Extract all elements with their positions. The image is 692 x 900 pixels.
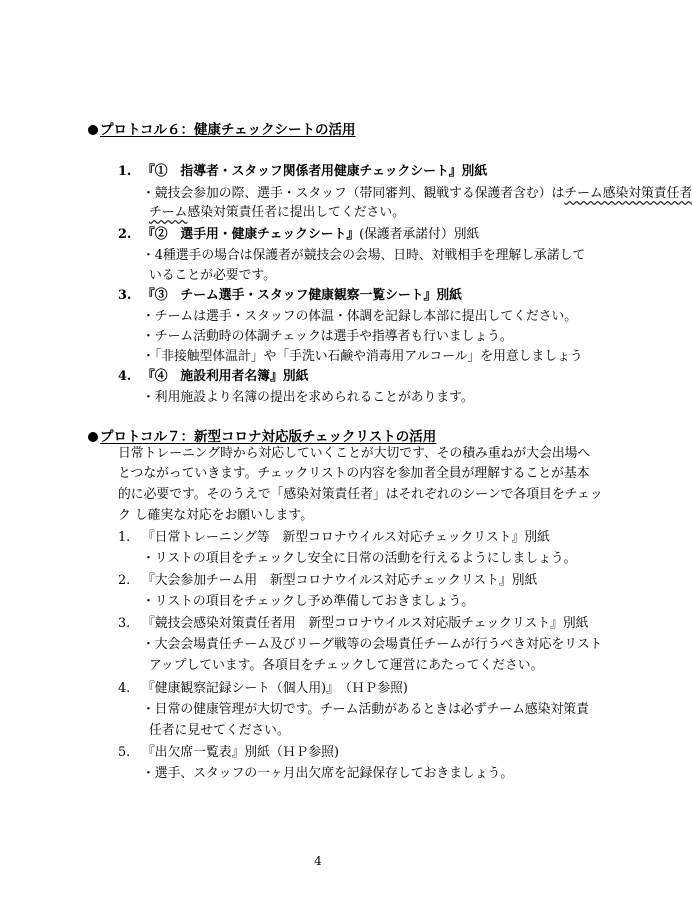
section-7-heading-text: プロトコル７：新型コロナ対応版チェックリストの活用 bbox=[100, 429, 437, 445]
s7-intro-line: 日常トレーニング時から対応していくことが大切です、その積み重ねが大会出場へ bbox=[118, 446, 591, 461]
s7-intro-line: とつながっていきます。チェックリストの内容を参加者全員が理解することが基本 bbox=[118, 466, 590, 481]
s7-item-2-note: ・リストの項目をチェックし予め準備しておきましょう。 bbox=[142, 594, 475, 609]
bullet-icon bbox=[88, 125, 98, 135]
s6-item-2-note: いることが必要です。 bbox=[149, 268, 276, 283]
s6-item-4-note: ・利用施設より名簿の提出を求められることがあります。 bbox=[142, 390, 474, 405]
page-number: 4 bbox=[314, 854, 322, 868]
section-6-heading bbox=[88, 118, 356, 138]
s7-item-4-note: 任者に見せてください。 bbox=[149, 723, 290, 738]
s6-item-1-note: ・競技会参加の際、選手・スタッフ（帯同審判、観戦する保護者含む）はチーム感染対策責任者 bbox=[142, 186, 692, 201]
s7-item-3-title: 3. 『競技会感染対策責任者用 新型コロナウイルス対応版チェックリスト』別紙 bbox=[118, 616, 589, 631]
s7-item-2-title: 2. 『大会参加チーム用 新型コロナウイルス対応チェックリスト』別紙 bbox=[118, 573, 538, 588]
bullet-icon bbox=[88, 432, 98, 442]
s7-item-5-title: 5. 『出欠席一覧表』別紙（ＨＰ参照) bbox=[118, 745, 339, 760]
s7-item-3-note: ・大会会場責任チーム及びリーグ戦等の会場責任チームが行うべき対応をリスト bbox=[142, 637, 603, 652]
s6-item-3-title: 3. 『③ チーム選手・スタッフ健康観察一覧シート』別紙 bbox=[118, 288, 462, 303]
s7-item-4-title: 4. 『健康観察記録シート（個人用)』 （ＨＰ参照) bbox=[118, 681, 408, 696]
s6-item-3-note: ・「非接触型体温計」や「手洗い石鹸や消毒用アルコール」を用意しましょう bbox=[142, 349, 583, 364]
s6-item-2-note: ・4種選手の場合は保護者が競技会の会場、日時、対戦相手を理解し承諾して bbox=[142, 248, 586, 263]
s6-item-2-title: 2. 『② 選手用・健康チェックシート』(保護者承諾付）別紙 bbox=[118, 227, 480, 242]
section-7-heading bbox=[88, 425, 436, 445]
s6-item-3-note: ・チームは選手・スタッフの体温・体調を記録し本部に提出してください。 bbox=[142, 309, 578, 324]
s7-item-5-note: ・選手、スタッフの一ヶ月出欠席を記録保存しておきましょう。 bbox=[142, 766, 514, 781]
s7-intro-line: ク し確実な対応をお願いします。 bbox=[118, 508, 313, 523]
s7-item-1-note: ・リストの項目をチェックし安全に日常の活動を行えるようにしましょう。 bbox=[142, 551, 577, 566]
s7-intro-line: 的に必要です。そのうえで「感染対策責任者」はそれぞれのシーンで各項目をチェッ bbox=[118, 487, 603, 502]
s7-item-3-note: アップしています。各項目をチェックして運営にあたってください。 bbox=[149, 658, 544, 673]
s6-item-1-note: チーム感染対策責任者に提出してください。 bbox=[149, 205, 405, 220]
s7-item-4-note: ・日常の健康管理が大切です。チーム活動があるときは必ずチーム感染対策責 bbox=[142, 702, 589, 717]
s7-item-1-title: 1. 『日常トレーニング等 新型コロナウイルス対応チェックリスト』別紙 bbox=[118, 530, 550, 545]
s6-item-1-title: 1. 『① 指導者・スタッフ関係者用健康チェックシート』別紙 bbox=[118, 164, 488, 179]
section-6-heading-text: プロトコル６：健康チェックシートの活用 bbox=[100, 122, 356, 138]
s6-item-4-title: 4. 『④ 施設利用者名簿』別紙 bbox=[118, 369, 309, 384]
s6-item-3-note: ・チーム活動時の体調チェックは選手や指導者も行いましょう。 bbox=[142, 329, 513, 344]
